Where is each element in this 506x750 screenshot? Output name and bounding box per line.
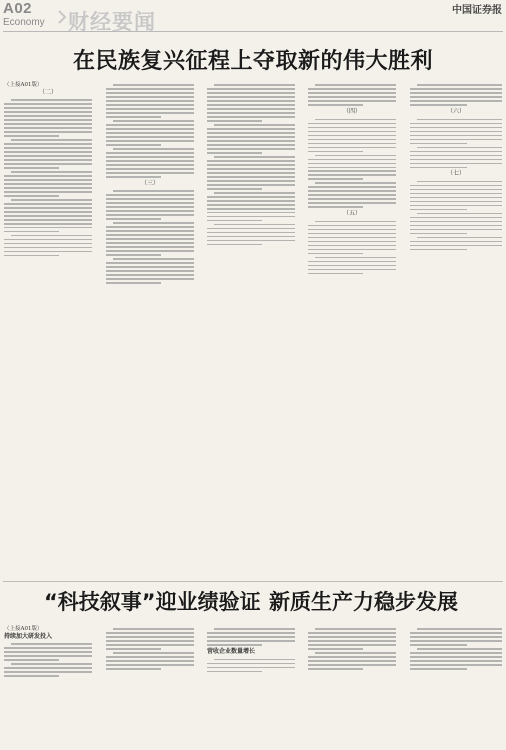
- section-name-english: Economy: [3, 17, 45, 28]
- chapter-number: （二）: [38, 89, 57, 96]
- text-line: [106, 210, 194, 212]
- text-line: [106, 648, 161, 650]
- text-line: [4, 123, 92, 125]
- text-line: [106, 632, 194, 634]
- text-line: [417, 628, 502, 630]
- text-line: [308, 167, 396, 169]
- chapter-number: （六）: [446, 108, 465, 116]
- text-line: [4, 655, 92, 657]
- text-line: [106, 108, 194, 110]
- text-line: [410, 664, 502, 666]
- text-line: [207, 96, 295, 98]
- text-line: [308, 92, 396, 94]
- text-line: [308, 660, 396, 662]
- text-line: [4, 255, 59, 257]
- text-line: [4, 671, 92, 673]
- text-line: [4, 223, 92, 225]
- text-line: [410, 123, 502, 125]
- text-line: [4, 207, 92, 209]
- text-line: [106, 168, 194, 170]
- text-line: [207, 108, 295, 110]
- text-line: [315, 628, 396, 630]
- section-name: 财经要闻: [68, 10, 156, 34]
- text-line: [410, 205, 502, 207]
- section-divider: [3, 581, 503, 582]
- text-line: [207, 644, 262, 646]
- text-line: [308, 636, 396, 638]
- text-line: [4, 651, 92, 653]
- text-line: [308, 265, 396, 267]
- text-line: [207, 144, 295, 146]
- text-line: [106, 218, 161, 220]
- text-line: [207, 204, 295, 206]
- text-line: [410, 96, 502, 98]
- text-line: [106, 668, 161, 670]
- text-line: [106, 660, 194, 662]
- text-line: [4, 183, 92, 185]
- bottom-column-4: [308, 626, 396, 672]
- text-line: [4, 111, 92, 113]
- text-line: [207, 640, 295, 642]
- text-line: [207, 104, 295, 106]
- text-line: [410, 189, 502, 191]
- text-line: [207, 164, 295, 166]
- text-line: [410, 155, 502, 157]
- text-line: [410, 632, 502, 634]
- text-line: [308, 139, 396, 141]
- text-line: [106, 198, 194, 200]
- text-line: [417, 213, 502, 215]
- text-line: [4, 151, 92, 153]
- text-line: [106, 140, 194, 142]
- text-line: [308, 648, 363, 650]
- text-line: [207, 671, 262, 673]
- text-line: [11, 235, 92, 237]
- text-line: [207, 188, 262, 190]
- text-line: [308, 186, 396, 188]
- text-line: [106, 230, 194, 232]
- text-line: [106, 160, 194, 162]
- text-line: [4, 247, 92, 249]
- text-line: [410, 197, 502, 199]
- text-line: [106, 116, 161, 118]
- text-line: [113, 120, 194, 122]
- text-line: [308, 104, 363, 106]
- chapter-number: （五）: [342, 210, 361, 218]
- text-line: [106, 112, 194, 114]
- text-line: [4, 107, 92, 109]
- text-line: [308, 237, 396, 239]
- newspaper-name: 中国证券报: [452, 5, 502, 16]
- text-line: [106, 144, 161, 146]
- text-line: [410, 245, 502, 247]
- text-line: [106, 278, 194, 280]
- text-line: [4, 211, 92, 213]
- masthead: [0, 0, 506, 32]
- chapter-number: （四）: [342, 108, 361, 116]
- text-line: [106, 640, 194, 642]
- text-line: [308, 151, 363, 153]
- text-line: [106, 104, 194, 106]
- text-line: [410, 135, 502, 137]
- text-line: [417, 84, 502, 86]
- text-line: [207, 132, 295, 134]
- text-line: [308, 640, 396, 642]
- article-column-2: [106, 82, 194, 286]
- article-subhead: 持续加大研发投入: [4, 633, 53, 640]
- continued-marker: （上接A01版）: [4, 82, 43, 88]
- text-line: [207, 152, 262, 154]
- text-line: [207, 244, 262, 246]
- text-line: [106, 152, 194, 154]
- text-line: [308, 127, 396, 129]
- text-line: [308, 202, 396, 204]
- text-line: [308, 88, 396, 90]
- page-number: A02: [3, 0, 33, 17]
- text-line: [4, 231, 59, 233]
- text-line: [207, 228, 295, 230]
- text-line: [308, 100, 396, 102]
- text-line: [4, 131, 92, 133]
- text-line: [308, 178, 363, 180]
- text-line: [4, 143, 92, 145]
- text-line: [11, 663, 92, 665]
- text-line: [410, 159, 502, 161]
- text-line: [106, 136, 194, 138]
- bottom-column-5: [410, 626, 502, 672]
- text-line: [106, 96, 194, 98]
- text-line: [4, 675, 59, 677]
- text-line: [106, 206, 194, 208]
- text-line: [214, 124, 295, 126]
- text-line: [315, 221, 396, 223]
- text-line: [207, 112, 295, 114]
- text-line: [207, 120, 262, 122]
- text-line: [106, 202, 194, 204]
- text-line: [308, 644, 396, 646]
- text-line: [207, 200, 295, 202]
- text-line: [308, 632, 396, 634]
- text-line: [4, 191, 92, 193]
- text-line: [308, 269, 396, 271]
- text-line: [410, 640, 502, 642]
- text-line: [410, 151, 502, 153]
- text-line: [4, 179, 92, 181]
- text-line: [4, 163, 92, 165]
- text-line: [207, 240, 295, 242]
- masthead-rule: [3, 31, 503, 32]
- text-line: [4, 203, 92, 205]
- text-line: [410, 104, 467, 106]
- text-line: [106, 238, 194, 240]
- text-line: [410, 225, 502, 227]
- text-line: [410, 209, 467, 211]
- text-line: [106, 254, 161, 256]
- text-line: [207, 180, 295, 182]
- text-line: [308, 143, 396, 145]
- text-line: [113, 222, 194, 224]
- text-line: [410, 217, 502, 219]
- text-line: [106, 246, 194, 248]
- text-line: [207, 88, 295, 90]
- text-line: [308, 159, 396, 161]
- text-line: [308, 261, 396, 263]
- text-line: [410, 143, 467, 145]
- text-line: [207, 632, 295, 634]
- text-line: [106, 100, 194, 102]
- text-line: [106, 664, 194, 666]
- text-line: [207, 236, 295, 238]
- text-line: [214, 659, 295, 661]
- text-line: [207, 160, 295, 162]
- text-line: [11, 139, 92, 141]
- text-line: [207, 220, 262, 222]
- text-line: [4, 119, 92, 121]
- text-line: [410, 163, 502, 165]
- text-line: [315, 652, 396, 654]
- text-line: [207, 128, 295, 130]
- text-line: [106, 156, 194, 158]
- text-line: [410, 167, 467, 169]
- chapter-number: （三）: [140, 180, 159, 188]
- text-line: [113, 84, 194, 86]
- text-line: [106, 656, 194, 658]
- text-line: [315, 84, 396, 86]
- text-line: [4, 167, 59, 169]
- text-line: [4, 667, 92, 669]
- text-line: [4, 175, 92, 177]
- main-headline: 在民族复兴征程上夺取新的伟大胜利: [72, 49, 433, 74]
- text-line: [308, 174, 396, 176]
- text-line: [308, 233, 396, 235]
- article-column-5: [410, 82, 502, 253]
- article-column-4: [308, 82, 396, 277]
- text-line: [106, 644, 194, 646]
- text-line: [113, 258, 194, 260]
- text-line: [11, 643, 92, 645]
- text-line: [410, 139, 502, 141]
- text-line: [106, 262, 194, 264]
- text-line: [207, 100, 295, 102]
- text-line: [308, 245, 396, 247]
- text-line: [308, 656, 396, 658]
- text-line: [410, 92, 502, 94]
- text-line: [106, 282, 161, 284]
- text-line: [308, 241, 396, 243]
- text-line: [308, 273, 363, 275]
- chapter-number: （七）: [446, 170, 465, 178]
- text-line: [214, 224, 295, 226]
- text-line: [106, 128, 194, 130]
- text-line: [410, 644, 467, 646]
- text-line: [207, 148, 295, 150]
- text-line: [4, 103, 92, 105]
- text-line: [4, 239, 92, 241]
- text-line: [315, 155, 396, 157]
- text-line: [113, 148, 194, 150]
- text-line: [417, 119, 502, 121]
- left-article-headline: “科技叙事”迎业绩验证: [44, 590, 261, 614]
- text-line: [4, 195, 59, 197]
- text-line: [11, 171, 92, 173]
- bottom-column-2: [106, 626, 194, 672]
- text-line: [106, 234, 194, 236]
- text-line: [207, 667, 295, 669]
- text-line: [106, 194, 194, 196]
- text-line: [4, 147, 92, 149]
- text-line: [308, 147, 396, 149]
- text-line: [410, 652, 502, 654]
- text-line: [410, 656, 502, 658]
- text-line: [106, 132, 194, 134]
- text-line: [4, 115, 92, 117]
- text-line: [308, 253, 363, 255]
- text-line: [410, 636, 502, 638]
- text-line: [4, 135, 59, 137]
- text-line: [106, 270, 194, 272]
- text-line: [214, 84, 295, 86]
- text-line: [113, 190, 194, 192]
- text-line: [207, 176, 295, 178]
- text-line: [4, 127, 92, 129]
- text-line: [410, 131, 502, 133]
- text-line: [308, 194, 396, 196]
- article-column-1: [4, 82, 92, 259]
- text-line: [308, 198, 396, 200]
- text-line: [207, 184, 295, 186]
- text-line: [410, 241, 502, 243]
- text-line: [106, 88, 194, 90]
- text-line: [417, 648, 502, 650]
- text-line: [106, 172, 194, 174]
- text-line: [106, 636, 194, 638]
- text-line: [106, 124, 194, 126]
- text-line: [106, 226, 194, 228]
- text-line: [417, 237, 502, 239]
- text-line: [308, 170, 396, 172]
- text-line: [4, 227, 92, 229]
- text-line: [315, 119, 396, 121]
- continued-marker: （上接A01版）: [4, 626, 43, 632]
- text-line: [106, 92, 194, 94]
- text-line: [410, 660, 502, 662]
- text-line: [207, 136, 295, 138]
- bottom-headlines: [0, 586, 506, 616]
- text-line: [308, 225, 396, 227]
- text-line: [4, 215, 92, 217]
- text-line: [106, 242, 194, 244]
- text-line: [308, 190, 396, 192]
- text-line: [308, 96, 396, 98]
- text-line: [214, 628, 295, 630]
- text-line: [308, 206, 363, 208]
- chevron-right-icon: [58, 10, 67, 24]
- text-line: [4, 155, 92, 157]
- article-column-3: [207, 82, 295, 248]
- text-line: [214, 156, 295, 158]
- text-line: [410, 249, 467, 251]
- text-line: [410, 100, 502, 102]
- bottom-column-1: [4, 626, 92, 679]
- text-line: [207, 172, 295, 174]
- text-line: [4, 219, 92, 221]
- text-line: [207, 212, 295, 214]
- text-line: [113, 628, 194, 630]
- text-line: [106, 164, 194, 166]
- text-line: [308, 668, 363, 670]
- text-line: [106, 266, 194, 268]
- right-article-headline: 新质生产力稳步发展: [269, 590, 458, 614]
- text-line: [207, 168, 295, 170]
- text-line: [4, 251, 92, 253]
- text-line: [410, 233, 467, 235]
- text-line: [417, 147, 502, 149]
- text-line: [4, 659, 59, 661]
- text-line: [410, 201, 502, 203]
- text-line: [410, 229, 502, 231]
- text-line: [308, 131, 396, 133]
- text-line: [315, 182, 396, 184]
- text-line: [410, 127, 502, 129]
- text-line: [207, 232, 295, 234]
- text-line: [4, 187, 92, 189]
- text-line: [308, 229, 396, 231]
- text-line: [4, 243, 92, 245]
- text-line: [11, 99, 92, 101]
- text-line: [106, 176, 161, 178]
- text-line: [214, 192, 295, 194]
- text-line: [207, 116, 295, 118]
- text-line: [207, 216, 295, 218]
- text-line: [207, 208, 295, 210]
- text-line: [417, 181, 502, 183]
- text-line: [308, 249, 396, 251]
- text-line: [410, 193, 502, 195]
- text-line: [308, 123, 396, 125]
- text-line: [308, 664, 396, 666]
- text-line: [207, 196, 295, 198]
- text-line: [207, 140, 295, 142]
- text-line: [308, 163, 396, 165]
- text-line: [4, 647, 92, 649]
- text-line: [106, 250, 194, 252]
- text-line: [410, 668, 467, 670]
- text-line: [410, 221, 502, 223]
- text-line: [106, 214, 194, 216]
- text-line: [207, 663, 295, 665]
- text-line: [4, 159, 92, 161]
- text-line: [106, 274, 194, 276]
- text-line: [113, 652, 194, 654]
- text-line: [11, 199, 92, 201]
- text-line: [207, 636, 295, 638]
- text-line: [410, 185, 502, 187]
- article-subhead: 营收企业数量增长: [207, 648, 256, 656]
- text-line: [207, 92, 295, 94]
- text-line: [410, 88, 502, 90]
- text-line: [308, 135, 396, 137]
- text-line: [315, 257, 396, 259]
- bottom-column-3: [207, 626, 295, 675]
